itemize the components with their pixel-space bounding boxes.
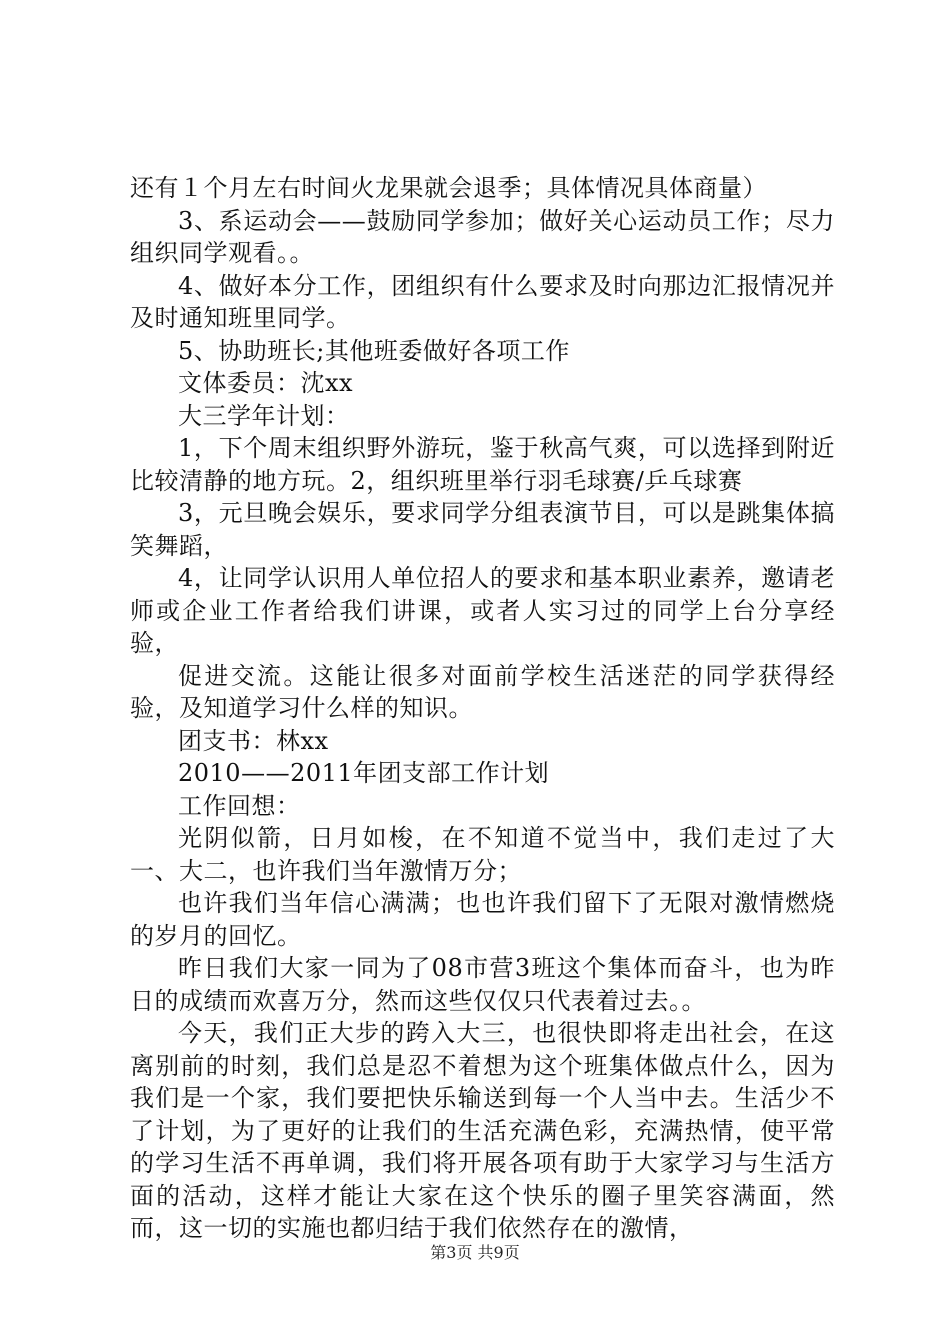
- paragraph: 5、协助班长;其他班委做好各项工作: [178, 336, 570, 365]
- page-footer: [0, 1243, 950, 1263]
- paragraph: 团支书：林xx: [178, 726, 329, 755]
- paragraph: 2010——2011年团支部工作计划: [178, 759, 550, 787]
- paragraph: 4，让同学认识用人单位招人的要求和基本职业素养，邀请老师或企业工作者给我们讲课，或者人实习过的同学上台分享经验，: [130, 564, 835, 657]
- page-number-label: 第3页 共9页: [430, 1243, 520, 1262]
- paragraph: 3、系运动会——鼓励同学参加；做好关心运动员工作；尽力组织同学观看。。: [130, 206, 835, 267]
- paragraph: 3，元旦晚会娱乐，要求同学分组表演节目，可以是跳集体搞笑舞蹈，: [130, 499, 835, 560]
- paragraph: 光阴似箭，日月如梭，在不知道不觉当中，我们走过了大一、大二，也许我们当年激情万分；: [130, 824, 835, 885]
- paragraph: 昨日我们大家一同为了08市营3班这个集体而奋斗，也为昨日的成绩而欢喜万分，然而这些仅仅只代表着过去。。: [130, 954, 835, 1015]
- paragraph: 促进交流。这能让很多对面前学校生活迷茫的同学获得经验，及知道学习什么样的知识。: [130, 661, 835, 722]
- paragraph: 也许我们当年信心满满；也也许我们留下了无限对激情燃烧的岁月的回忆。: [130, 889, 835, 950]
- paragraph: 还有１个月左右时间火龙果就会退季；具体情况具体商量）: [130, 174, 767, 202]
- paragraph: 文体委员：沈xx: [178, 369, 354, 397]
- document-body: [130, 172, 835, 1245]
- paragraph: 1，下个周末组织野外游玩，鉴于秋高气爽，可以选择到附近比较清静的地方玩。2，组织班里举行羽毛球赛/乒乓球赛: [130, 434, 835, 495]
- paragraph: 4、做好本分工作，团组织有什么要求及时向那边汇报情况并及时通知班里同学。: [130, 271, 835, 332]
- paragraph: 今天，我们正大步的跨入大三，也很快即将走出社会，在这离别前的时刻，我们总是忍不着想为这个班集体做点什么，因为我们是一个家，我们要把快乐输送到每一个人当中去。生活少不了计划，为了更好的让我们的生活充满色彩，充满热情，使平常的学习生活不再单调，我们将开展各项有助于大家学习与生活方面的活动，这样才能让大家在这个快乐的圈子里笑容满面，然而，这一切的实施也都归结于我们依然存在的激情，: [130, 1019, 835, 1242]
- paragraph: 大三学年计划：: [178, 401, 350, 430]
- paragraph: 工作回想：: [178, 791, 301, 820]
